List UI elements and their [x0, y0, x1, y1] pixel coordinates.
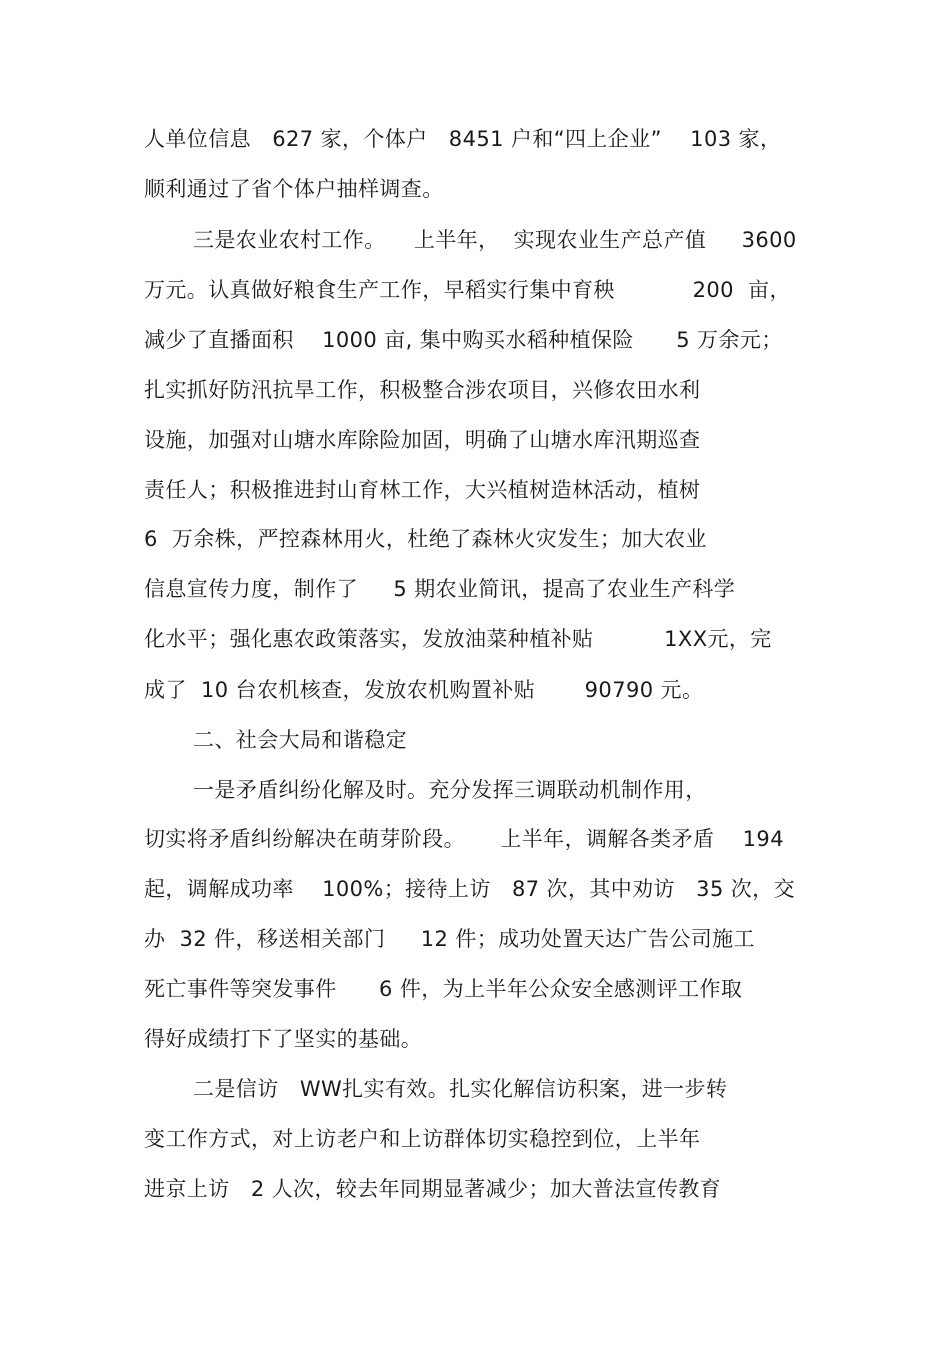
text-line-12: 成了 10 台农机核查，发放农机购置补贴 90790 元。	[144, 678, 704, 702]
text-line-21: 变工作方式，对上访老户和上访群体切实稳控到位，上半年	[144, 1127, 701, 1151]
paragraph-agriculture-start: 三是农业农村工作。 上半年， 实现农业生产总产值 3600	[193, 228, 797, 252]
paragraph-petition-start: 二是信访 WW扎实有效。扎实化解信访积案，进一步转	[193, 1077, 728, 1101]
text-line-5: 减少了直播面积 1000 亩, 集中购买水稻种植保险 5 万余元；	[144, 328, 783, 352]
text-line-18: 死亡事件等突发事件 6 件，为上半年公众安全感测评工作取	[144, 977, 743, 1001]
text-line-22: 进京上访 2 人次，较去年同期显著减少；加大普法宣传教育	[144, 1177, 722, 1201]
text-line-16: 起，调解成功率 100%；接待上访 87 次，其中劝访 35 次，交	[144, 877, 795, 901]
text-line-6: 扎实抓好防汛抗旱工作，积极整合涉农项目，兴修农田水利	[144, 378, 701, 402]
text-line-8: 责任人；积极推进封山育林工作，大兴植树造林活动，植树	[144, 478, 701, 502]
text-line-15: 切实将矛盾纠纷解决在萌芽阶段。 上半年，调解各类矛盾 194	[144, 827, 784, 851]
text-line-4: 万元。认真做好粮食生产工作，早稻实行集中育秧 200 亩，	[144, 278, 791, 302]
text-line-19: 得好成绩打下了坚实的基础。	[144, 1027, 423, 1051]
text-line-17: 办 32 件，移送相关部门 12 件；成功处置天达广告公司施工	[144, 927, 755, 951]
text-line-7: 设施，加强对山塘水库除险加固，明确了山塘水库汛期巡查	[144, 428, 701, 452]
text-line-1: 人单位信息 627 家，个体户 8451 户和“四上企业” 103 家，	[144, 127, 782, 151]
text-line-2: 顺利通过了省个体户抽样调查。	[144, 177, 444, 201]
text-line-9: 6 万余株，严控森林用火，杜绝了森林火灾发生；加大农业	[144, 527, 707, 551]
text-line-11: 化水平；强化惠农政策落实，发放油菜种植补贴 1XX元，完	[144, 627, 772, 651]
section-heading: 二、社会大局和谐稳定	[193, 728, 407, 752]
text-line-10: 信息宣传力度，制作了 5 期农业简讯，提高了农业生产科学	[144, 577, 736, 601]
paragraph-disputes-start: 一是矛盾纠纷化解及时。充分发挥三调联动机制作用，	[193, 778, 707, 802]
